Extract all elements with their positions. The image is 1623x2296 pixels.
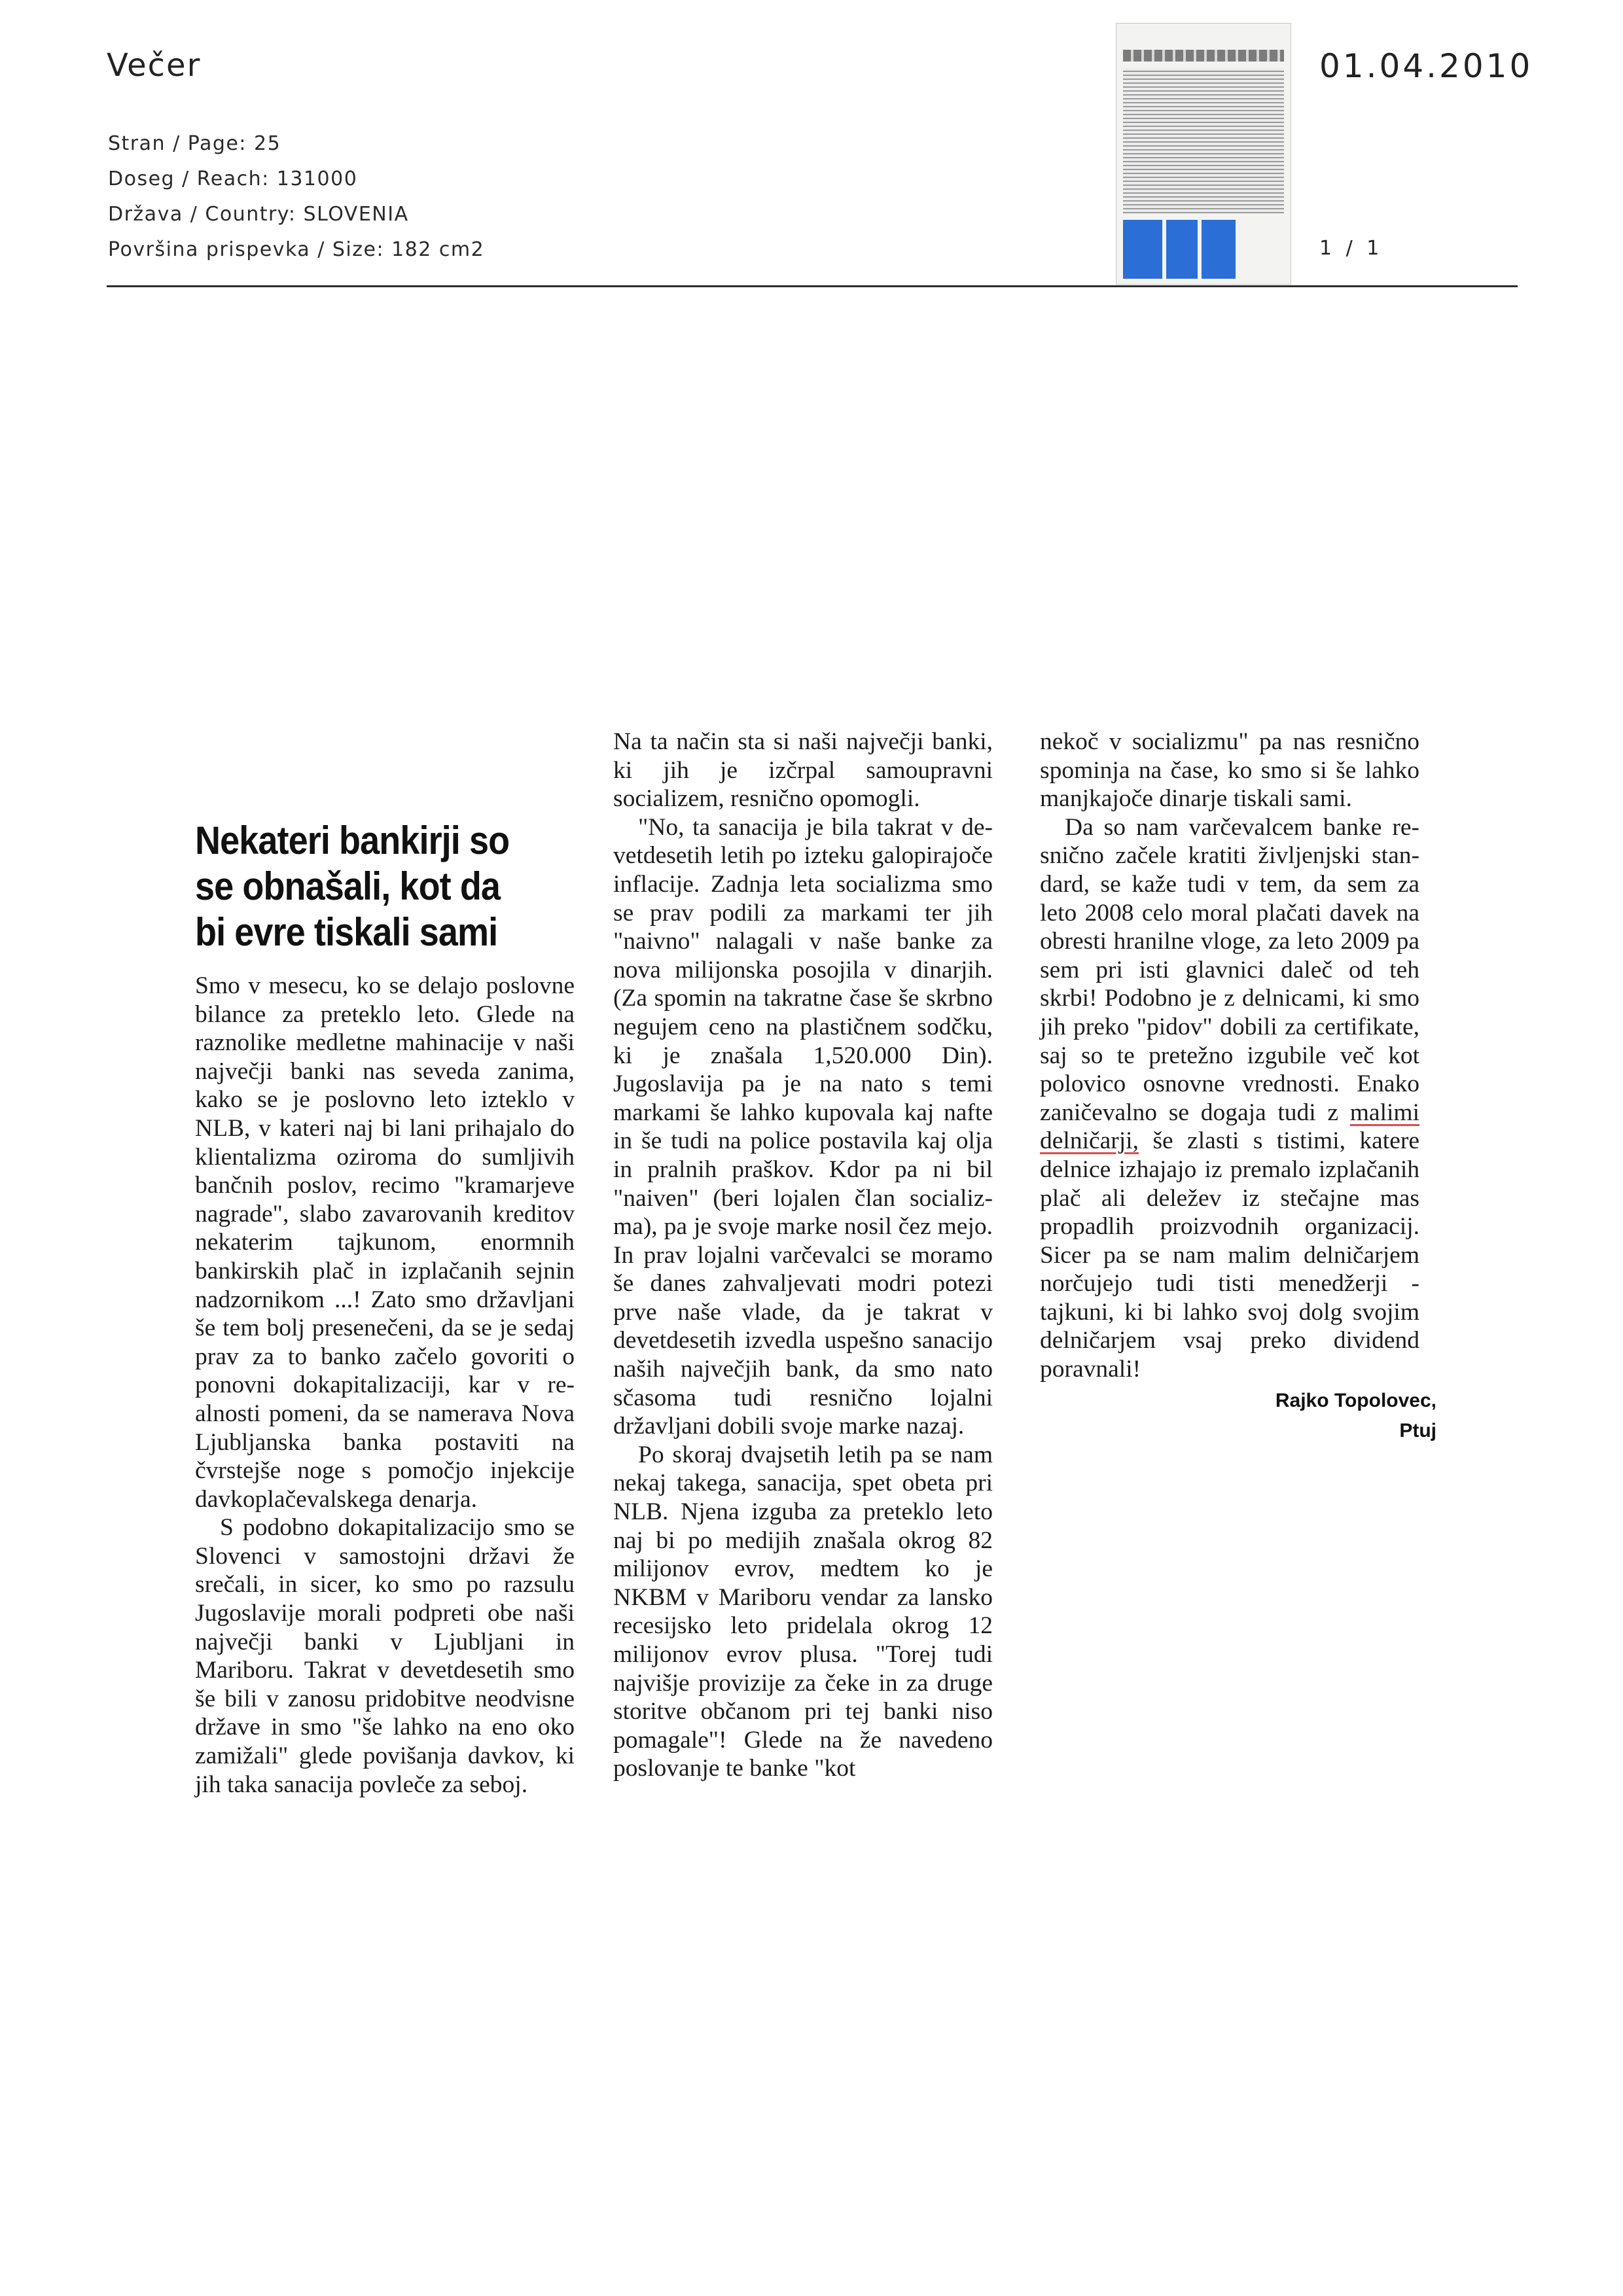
paragraph <box>1040 813 1419 1384</box>
author-name: Rajko Topolovec, <box>1275 1390 1436 1411</box>
page-number: Stran / Page: 25 <box>108 132 281 155</box>
publication-name: Večer <box>107 47 202 84</box>
paragraph: nekoč v socializmu" pa nas resnično spominja na čase, ko smo si še lahko manjkajoče dinarje tiskali sami. <box>1040 728 1419 813</box>
thumbnail-text-block <box>1123 68 1284 213</box>
country: Država / Country: SLOVENIA <box>108 203 409 226</box>
publication-date: 01.04.2010 <box>1319 47 1533 85</box>
paragraph: S podobno dokapitalizacijo smo se Slovenci v samostojni državi že srečali, in sicer, ko smo po razsulu Jugoslavije morali podpreti obe naši največji banki v Ljubljani in Mariboru. Takrat v devetdesetih smo še bili v zanosu pridobitve neodvisne države in smo "še lahko na eno oko zamižali" glede povišanja davkov, ki jih taka sanacija povleče za seboj. <box>195 1514 575 1798</box>
article-column-2 <box>613 728 993 1783</box>
thumbnail-ad-block <box>1123 220 1162 279</box>
thumbnail-ad-block <box>1166 220 1198 279</box>
highlighted-phrase: malimi delničarji, <box>1040 1099 1419 1155</box>
paragraph: Smo v mesecu, ko se delajo poslovne bilance za preteklo leto. Glede na raznolike medletne mahinacije v naši največji banki nas seveda zanima, kako se je poslovno leto izteklo v NLB, v kateri naj bi lani prihajalo do klientalizma oziroma do sumljivih bančnih poslov, recimo "kramarjeve nagrade", slabo zavarovanih kreditov nekaterim tajkunom, enormnih bankirskih plač in izplačanih sejnin nadzornikom ...! Zato smo državljani še tem bolj presenečeni, da se je sedaj prav za to banko začelo govoriti o ponovni dokapitalizaciji, kar v realnosti pomeni, da se namerava Nova Ljubljanska banka postaviti na čvrstejše noge s pomočjo injekcije davkoplačevalskega denarja. <box>195 972 575 1513</box>
header-divider <box>107 285 1518 287</box>
paragraph-text: še zlasti s tistimi, katere delnice izhajajo iz premalo izplačanih plač ali deležev iz stečajne mas propadlih proizvodnih organizacij. Sicer pa se nam malim delničarjem norčujejo tudi tisti menedžerji - tajkuni, ki bi lahko svoj dolg svojim delničarjem vsaj preko dividend poravnali! <box>1040 1127 1420 1383</box>
article-size: Površina prispevka / Size: 182 cm2 <box>108 238 485 261</box>
author-place: Ptuj <box>1399 1420 1436 1441</box>
article-column-3 <box>1040 728 1419 1384</box>
clipping-metadata <box>108 126 484 268</box>
article-title: Nekateri bankirji so se obnašali, kot da bi evre tiskali sami <box>195 819 510 954</box>
paragraph: Na ta način sta si naši največji banki, ki jih je izčrpal samoupravni socializem, resnično opomogli. <box>613 728 993 813</box>
paragraph: "No, ta sanacija je bila takrat v devetdesetih letih po izteku galopirajoče inflacije. Zadnja leta socializma smo se prav podili za markami ter jih "naivno" nalagali v naše banke za nova milijonska posojila v dinarjih. (Za spomin na takratne čase še skrbno negujem ceno na plastičnem sodčku, ki je znašala 1,520.000 Din). Jugoslavija pa je na nato s temi markami še lahko kupovala kaj nafte in še tudi na police postavila kaj olja in pralnih praškov. Kdor pa ni bil "naiven" (beri lojalen član socializma), pa je svoje marke nosil čez mejo. In prav lojalni varčevalci se moramo še danes zahvaljevati modri potezi prve naše vlade, da je takrat v devetdesetih izvedla uspešno sanacijo naših največjih bank, da smo nato sčasoma tudi resnično lojalni državljani dobili svoje marke nazaj. <box>613 813 993 1440</box>
thumbnail-masthead <box>1123 50 1284 62</box>
author-signature <box>1040 1386 1436 1446</box>
page-thumbnail <box>1116 23 1291 285</box>
paragraph: Po skoraj dvajsetih letih pa se nam nekaj takega, sanacija, spet obeta pri NLB. Njena izguba za preteklo leto naj bi po medijih znašala okrog 82 milijonov evrov, medtem ko je NKBM v Mariboru vendar za lansko recesijsko leto pridelala okrog 12 milijonov evrov plusa. "Torej tudi najvišje provizije za čeke in za druge storitve občanom pri tej banki niso pomagale"! Glede na že navedeno poslovanje te banke "kot <box>613 1441 993 1782</box>
paragraph-text: Da so nam varčevalcem banke resnično začele kratiti življenjski standard, se kaže tudi v tem, da sem za leto 2008 celo moral plačati davek na obresti hranilne vloge, za leto 2009 pa sem pri isti glavnici daleč od teh skrbi! Podobno je z delnicami, ki smo jih preko "pidov" dobili za certifikate, saj so te pretežno izgubile več kot polovico osnovne vrednosti. Enako zaničevalno se dogaja tudi z <box>1040 813 1419 1126</box>
page-count: 1 / 1 <box>1319 237 1383 260</box>
thumbnail-ad-block <box>1202 220 1236 279</box>
article-column-1 <box>195 972 575 1799</box>
reach: Doseg / Reach: 131000 <box>108 168 358 190</box>
